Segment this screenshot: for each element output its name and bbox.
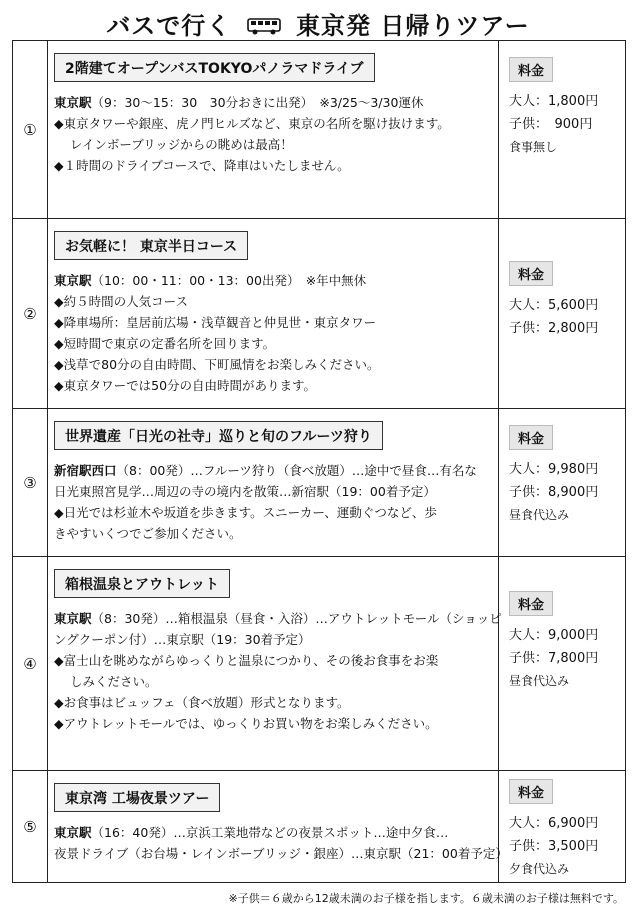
tour-detail-line <box>54 650 498 671</box>
detail-text: ◆富士山を眺めながらゆっくりと温泉につかり、その後お食事をお楽 <box>54 653 439 668</box>
detail-text: （8：30発）…箱根温泉（昼食・入浴）…アウトレットモール（ショッピ <box>91 611 502 626</box>
departure-station: 新宿駅西口 <box>54 463 117 478</box>
detail-text: ◆約５時間の人気コース <box>54 294 188 309</box>
tour-detail-line <box>54 481 498 502</box>
detail-text: しみください。 <box>70 674 158 689</box>
tour-detail-line <box>54 608 502 629</box>
tour-row <box>13 219 626 409</box>
tour-detail-line <box>54 629 498 650</box>
meal-note: 昼食代込み <box>509 508 570 522</box>
bus-icon <box>247 13 281 41</box>
detail-text: ◆お食事はビュッフェ（食べ放題）形式となります。 <box>54 695 350 710</box>
detail-text: ◆日光では杉並木や坂道を歩きます。スニーカー、運動ぐつなど、歩 <box>54 505 437 520</box>
detail-text: ◆東京タワーや銀座、虎ノ門ヒルズなど、東京の名所を駆け抜けます。 <box>54 116 450 131</box>
tour-detail-line <box>54 312 498 333</box>
tour-detail-line <box>54 713 498 734</box>
departure-station: 東京駅 <box>54 95 92 110</box>
detail-text: ングクーポン付）…東京駅（19：30着予定） <box>54 632 311 647</box>
tour-detail-line <box>54 354 498 375</box>
meal-note: 食事無し <box>509 140 558 154</box>
price-label: 料金 <box>509 261 553 286</box>
detail-text: きやすいくつでご参加ください。 <box>54 526 242 541</box>
detail-text: （9：30～15：30 30分おきに出発） ※3/25～3/30運休 <box>91 95 424 110</box>
price-label: 料金 <box>509 57 553 82</box>
tour-detail-line <box>54 502 498 523</box>
detail-text: （16：40発）…京浜工業地帯などの夜景スポット…途中夕食… <box>91 825 449 840</box>
tour-detail-line <box>54 822 498 843</box>
tour-title: 2階建てオープンバスTOKYOパノラマドライブ <box>54 53 375 82</box>
detail-text: ◆東京タワーでは50分の自由時間があります。 <box>54 378 317 393</box>
price-cell <box>499 409 626 557</box>
tour-detail-line <box>54 333 498 354</box>
tour-row <box>13 771 626 883</box>
tour-details <box>48 41 499 219</box>
tour-detail-line <box>54 523 498 544</box>
tour-number: ⑤ <box>13 771 48 883</box>
tour-number: ③ <box>13 409 48 557</box>
child-price: 子供：3,500円 <box>509 839 599 854</box>
departure-station: 東京駅 <box>54 273 92 288</box>
price-cell <box>499 557 626 771</box>
price-cell <box>499 219 626 409</box>
child-price: 子供：8,900円 <box>509 485 599 500</box>
tour-title: 箱根温泉とアウトレット <box>54 569 230 598</box>
adult-price: 大人：9,980円 <box>509 462 599 477</box>
detail-text: ◆１時間のドライブコースで、降車はいたしません。 <box>54 158 350 173</box>
tour-detail-line <box>54 291 498 312</box>
tour-title: 東京湾 工場夜景ツアー <box>54 783 220 812</box>
tour-number: ① <box>13 41 48 219</box>
tour-row <box>13 409 626 557</box>
tour-detail-line <box>54 113 498 134</box>
tour-detail-line <box>54 270 498 291</box>
price-label: 料金 <box>509 425 553 450</box>
tour-details <box>48 557 502 771</box>
price-cell <box>499 771 626 883</box>
detail-text: ◆浅草で80分の自由時間、下町風情をお楽しみください。 <box>54 357 380 372</box>
tour-number: ② <box>13 219 48 409</box>
detail-text: ◆降車場所：皇居前広場・浅草観音と仲見世・東京タワー <box>54 315 377 330</box>
tour-detail-line <box>54 843 508 864</box>
adult-price: 大人：5,600円 <box>509 298 599 313</box>
detail-text: ◆アウトレットモールでは、ゆっくりお買い物をお楽しみください。 <box>54 716 438 731</box>
departure-station: 東京駅 <box>54 825 92 840</box>
tour-detail-line <box>70 671 498 692</box>
child-price: 子供：2,800円 <box>509 321 599 336</box>
child-price: 子供：7,800円 <box>509 651 599 666</box>
tour-title: お気軽に！ 東京半日コース <box>54 231 248 260</box>
adult-price: 大人：6,900円 <box>509 816 599 831</box>
price-label: 料金 <box>509 591 553 616</box>
detail-text: （8：00発）…フルーツ狩り（食べ放題）…途中で昼食…有名な <box>116 463 477 478</box>
tour-title: 世界遺産「日光の社寺」巡りと旬のフルーツ狩り <box>54 421 383 450</box>
detail-text: 夜景ドライブ（お台場・レインボーブリッジ・銀座）…東京駅（21：00着予定） <box>54 846 508 861</box>
footnote: ※子供＝６歳から12歳未満のお子様を指します。６歳未満のお子様は無料です。 <box>228 892 624 905</box>
tour-detail-line <box>54 155 498 176</box>
tour-table <box>12 40 626 883</box>
detail-text: ◆短時間で東京の定番名所を回ります。 <box>54 336 276 351</box>
title-left: バスで行く <box>106 12 232 40</box>
tour-number: ④ <box>13 557 48 771</box>
tour-detail-line <box>54 375 498 396</box>
tour-detail-line <box>70 134 498 155</box>
tour-details <box>48 219 499 409</box>
title-right: 東京発 日帰りツアー <box>296 12 530 40</box>
tour-detail-line <box>54 92 498 113</box>
page-title <box>0 6 636 41</box>
meal-note: 昼食代込み <box>509 674 570 688</box>
detail-text: レインボーブリッジからの眺めは最高！ <box>70 137 293 152</box>
tour-details <box>48 771 508 883</box>
child-price: 子供： 900円 <box>509 117 593 132</box>
price-label: 料金 <box>509 779 553 804</box>
detail-text: （10：00・11：00・13：00出発） ※年中無休 <box>91 273 367 288</box>
price-cell <box>499 41 626 219</box>
departure-station: 東京駅 <box>54 611 92 626</box>
detail-text: 日光東照宮見学…周辺の寺の境内を散策…新宿駅（19：00着予定） <box>54 484 436 499</box>
adult-price: 大人：9,000円 <box>509 628 599 643</box>
tour-row <box>13 557 626 771</box>
tour-detail-line <box>54 692 498 713</box>
tour-details <box>48 409 499 557</box>
tour-row <box>13 41 626 219</box>
meal-note: 夕食代込み <box>509 862 570 876</box>
tour-detail-line <box>54 460 498 481</box>
adult-price: 大人：1,800円 <box>509 94 599 109</box>
